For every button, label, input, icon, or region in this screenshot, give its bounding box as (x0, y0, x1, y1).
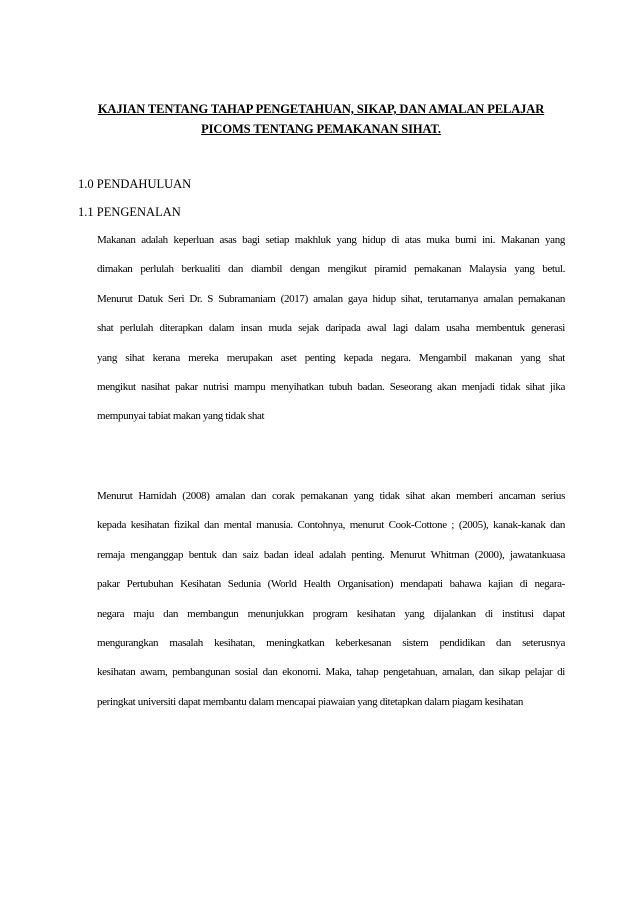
paragraph-2 (97, 482, 565, 717)
section-heading: 1.0 PENDAHULUAN (78, 177, 192, 191)
paragraph-line: peringkat universiti dapat membantu dalam mencapai piawaian yang ditetapkan dalam piagam kesihatan (97, 695, 524, 708)
paragraph-1 (97, 226, 565, 432)
paragraph-line: remaja menganggap bentuk dan saiz badan ideal adalah penting. Menurut Whitman (2000), jawatankuasa (97, 548, 565, 561)
subsection-heading: 1.1 PENGENALAN (78, 205, 181, 219)
paragraph-line: mempunyai tabiat makan yang tidak shat (97, 410, 265, 423)
paragraph-line: Menurut Hamidah (2008) amalan dan corak pemakanan yang tidak sihat akan memberi ancaman serius (97, 490, 565, 502)
paragraph-line: pakar Pertubuhan Kesihatan Sedunia (World Health Organisation) mendapati bahawa kajian di negara- (97, 578, 565, 591)
paragraph-line: Menurut Datuk Seri Dr. S Subramaniam (2017) amalan gaya hidup sihat, terutamanya amalan pemakanan (97, 292, 565, 305)
paragraph-line: kepada kesihatan fizikal dan mental manusia. Contohnya, menurut Cook-Cottone ; (2005), kanak-kanak dan (97, 519, 565, 532)
paragraph-line: kesihatan awam, pembangunan sosial dan ekonomi. Maka, tahap pengetahuan, amalan, dan sikap pelajar di (97, 666, 565, 679)
paragraph-line: Makanan adalah keperluan asas bagi setiap makhluk yang hidup di atas muka bumi ini. Makanan yang (97, 234, 565, 246)
paragraph-line: yang sihat kerana mereka merupakan aset penting kepada negara. Mengambil makanan yang shat (97, 351, 565, 364)
document-title (76, 99, 566, 139)
paragraph-line: mengurangkan masalah kesihatan, meningkatkan keberkesanan sistem pendidikan dan seterusnya (97, 636, 565, 649)
paragraph-line: dimakan perlulah berkualiti dan diambil dengan mengikut piramid pemakanan Malaysia yang betul. (97, 263, 565, 276)
paragraph-line: negara maju dan membangun menunjukkan program kesihatan yang dijalankan di institusi dapat (97, 607, 565, 620)
paragraph-line: mengikut nasihat pakar nutrisi mampu menyihatkan tubuh badan. Seseorang akan menjadi tidak sihat jika (97, 380, 565, 393)
title-line-1: KAJIAN TENTANG TAHAP PENGETAHUAN, SIKAP, DAN AMALAN PELAJAR (97, 102, 545, 116)
paragraph-line: shat perlulah diterapkan dalam insan muda sejak daripada awal lagi dalam usaha membentuk generasi (97, 322, 565, 335)
title-line-2: PICOMS TENTANG PEMAKANAN SIHAT. (201, 122, 441, 136)
